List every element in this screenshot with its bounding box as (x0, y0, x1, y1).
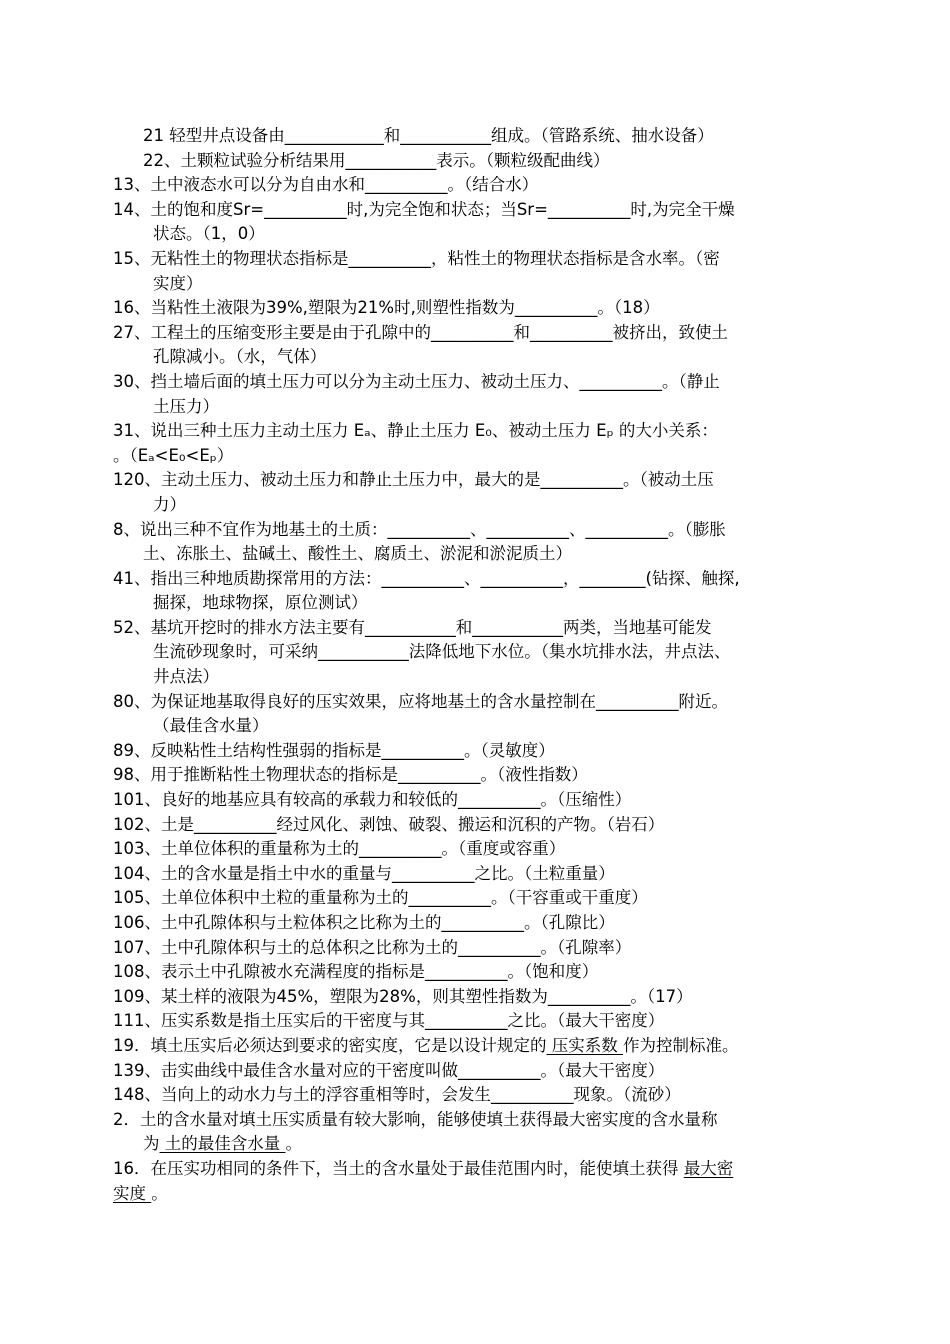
text-line (113, 591, 843, 616)
text-line (113, 960, 843, 985)
line-text: 111、压实系数是指土压实后的干密度与其__________之比。（最大干密度） (113, 1011, 665, 1031)
line-text: 作为控制标准。 (623, 1035, 739, 1055)
line-text: 105、土单位体积中土粒的重量称为土的__________。（干容重或干重度） (113, 888, 648, 908)
line-text: 14、土的饱和度Sr=__________时,为完全饱和状态；当Sr=__________时,为完全干燥 (113, 199, 735, 219)
line-text: （最佳含水量） (153, 716, 269, 736)
text-line (113, 1132, 843, 1157)
text-line (113, 272, 843, 297)
text-line (113, 886, 843, 911)
line-text: 井点法） (153, 667, 219, 687)
line-text: 2．土的含水量对填土压实质量有较大影响，能够使填土获得最大密实度的含水量称 (113, 1109, 718, 1129)
text-line (113, 419, 843, 444)
text-line (113, 788, 843, 813)
line-text: 120、主动土压力、被动土压力和静止土压力中，最大的是__________。（被动土压 (113, 470, 714, 490)
text-line (113, 173, 843, 198)
underlined-answer: 压实系数 (546, 1035, 623, 1055)
text-line (113, 1157, 843, 1182)
line-text: 力） (153, 494, 186, 514)
text-line (113, 690, 843, 715)
text-line (113, 1009, 843, 1034)
text-line (113, 493, 843, 518)
line-text: 状态。（1，0） (153, 224, 265, 244)
line-text: 41、指出三种地质勘探常用的方法：__________、__________，________(钻探、触探, (113, 568, 740, 588)
line-text: 103、土单位体积的重量称为土的__________。（重度或容重） (113, 839, 566, 859)
text-line (113, 1108, 843, 1133)
line-text: 101、良好的地基应具有较高的承载力和较低的__________。（压缩性） (113, 790, 632, 810)
line-text: 孔隙减小。（水，气体） (153, 347, 327, 367)
text-line (113, 862, 843, 887)
underlined-answer: 土的最佳含水量 (159, 1134, 286, 1154)
line-text: 109、某土样的液限为45%，塑限为28%，则其塑性指数为__________。（17） (113, 986, 693, 1006)
text-line (113, 1059, 843, 1084)
text-line (113, 567, 843, 592)
underlined-answer: 实度 (113, 1183, 152, 1203)
line-text: 102、土是__________经过风化、剥蚀、破裂、搬运和沉积的产物。（岩石） (113, 814, 665, 834)
text-line (113, 936, 843, 961)
line-text: 为 (143, 1134, 160, 1154)
text-line (113, 395, 843, 420)
line-text: 。 (285, 1134, 302, 1154)
line-text: 108、表示土中孔隙被水充满程度的指标是__________。（饱和度） (113, 962, 599, 982)
line-text: 13、土中液态水可以分为自由水和__________。（结合水） (113, 175, 539, 195)
line-text: 15、无粘性土的物理状态指标是__________，粘性土的物理状态指标是含水率。（密 (113, 248, 720, 268)
line-text: 106、土中孔隙体积与土粒体积之比称为土的__________。（孔隙比） (113, 913, 615, 932)
line-text: 89、反映粘性土结构性强弱的指标是__________。（灵敏度） (113, 740, 555, 760)
line-text: 。（Eₐ<E₀<Eₚ） (113, 445, 234, 465)
text-line (113, 370, 843, 395)
text-line (113, 1034, 843, 1059)
line-text: 。 (151, 1183, 168, 1203)
text-line (113, 1182, 843, 1207)
line-text: 土、冻胀土、盐碱土、酸性土、腐质土、淤泥和淤泥质土） (143, 544, 572, 564)
text-line (113, 345, 843, 370)
text-line (113, 444, 843, 469)
text-line (113, 149, 843, 174)
line-text: 21 轻型井点设备由____________和___________组成。（管路系统、抽水设备） (143, 126, 714, 145)
text-line (113, 321, 843, 346)
line-text: 生流砂现象时，可采纳___________法降低地下水位。（集水坑排水法，井点法、 (153, 642, 731, 662)
text-line (113, 247, 843, 272)
line-text: 22、土颗粒试验分析结果用___________表示。（颗粒级配曲线） (143, 150, 610, 170)
text-line (113, 665, 843, 690)
text-line (113, 296, 843, 321)
line-text: 掘探，地球物探，原位测试） (153, 593, 368, 613)
line-text: 19．填土压实后必须达到要求的密实度，它是以设计规定的 (113, 1035, 547, 1055)
text-line (113, 222, 843, 247)
line-text: 52、基坑开挖时的排水方法主要有___________和___________两类，当地基可能发 (113, 617, 712, 637)
question-list (113, 124, 843, 1206)
line-text: 27、工程土的压缩变形主要是由于孔隙中的__________和__________被挤出，致使土 (113, 322, 728, 342)
text-line (113, 714, 843, 739)
line-text: 土压力） (153, 396, 219, 416)
text-line (113, 616, 843, 641)
line-text: 16、当粘性土液限为39%,塑限为21%时,则塑性指数为__________。（18） (113, 298, 660, 318)
text-line (113, 763, 843, 788)
text-line (113, 468, 843, 493)
line-text: 实度） (153, 273, 203, 293)
text-line (113, 911, 843, 936)
line-text: 148、当向上的动水力与土的浮容重相等时，会发生__________现象。（流砂） (113, 1085, 681, 1105)
text-line (113, 837, 843, 862)
text-line (113, 124, 843, 149)
line-text: 139、击实曲线中最佳含水量对应的干密度叫做__________。（最大干密度） (113, 1060, 665, 1080)
line-text: 107、土中孔隙体积与土的总体积之比称为土的__________。（孔隙率） (113, 937, 632, 957)
underlined-answer: 最大密 (683, 1158, 734, 1178)
text-line (113, 739, 843, 764)
text-line (113, 985, 843, 1010)
line-text: 8、说出三种不宜作为地基土的土质：__________、__________、__________。（膨胀 (113, 519, 726, 539)
line-text: 104、土的含水量是指土中水的重量与__________之比。（土粒重量） (113, 863, 615, 883)
line-text: 31、说出三种土压力主动土压力 Eₐ、静止土压力 E₀、被动土压力 Eₚ 的大小关系： (113, 421, 718, 441)
line-text: 16．在压实功相同的条件下，当土的含水量处于最佳范围内时，能使填土获得 (113, 1158, 684, 1178)
line-text: 98、用于推断粘性土物理状态的指标是__________。（液性指数） (113, 765, 588, 785)
line-text: 80、为保证地基取得良好的压实效果，应将地基土的含水量控制在__________附近。 (113, 691, 728, 711)
text-line (113, 518, 843, 543)
text-line (113, 542, 843, 567)
text-line (113, 640, 843, 665)
line-text: 30、挡土墙后面的填土压力可以分为主动土压力、被动土压力、__________。（静止 (113, 371, 720, 391)
text-line (113, 813, 843, 838)
text-line (113, 1083, 843, 1108)
text-line (113, 198, 843, 223)
